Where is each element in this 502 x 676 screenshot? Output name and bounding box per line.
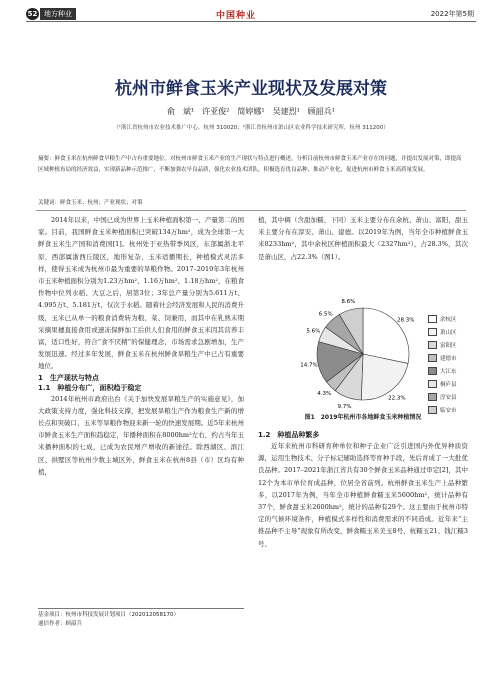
legend-swatch (428, 315, 437, 323)
abstract: 摘要：鲜食玉米在杭州鲜食旱粮生产中占有重要地位。对杭州市鲜食玉米产业的生产现状与特点进行概述，分析目前杭州市鲜食玉米产业存在的问题，并提出发展对策，即提高区域种植布局的经济效益，实现新品种示范推广，不断加强农旱良品质，强化农业技术团队，积极选育优良品种，推动产业化，促进杭州市鲜食玉米高质量发展。 (38, 156, 462, 173)
funding-note: 基金项目：杭州市科技发展计划项目（202012058170） (38, 612, 179, 618)
section-divider (36, 210, 466, 211)
legend-label: 萧山区 (440, 329, 457, 336)
legend-swatch (428, 367, 437, 375)
pie-data-label-6: 6.5% (318, 311, 333, 318)
legend-swatch (428, 380, 437, 388)
section-heading: 1 生产现状与特点 (38, 373, 99, 382)
pie-data-label-4: 14.7% (300, 362, 318, 369)
pie-data-label-3: 4.3% (317, 391, 332, 398)
issue-label: 2022年第5期 (430, 10, 474, 18)
legend-item (428, 377, 457, 390)
legend-item (428, 351, 457, 364)
legend-label: 桐庐县 (440, 381, 457, 388)
page-number: 52 (27, 10, 38, 18)
left-column (38, 214, 244, 478)
legend-swatch (428, 393, 437, 401)
pie-data-label-7: 8.6% (341, 298, 356, 305)
legend-item (428, 325, 457, 338)
legend-label: 富阳区 (440, 342, 457, 349)
legend-item (428, 312, 457, 325)
right-column-bottom (258, 430, 468, 550)
subsection-heading-2: 1.2 种植品种繁多 (258, 431, 320, 439)
chart-legend (428, 312, 457, 416)
legend-label: 大江东 (440, 368, 457, 375)
legend-label: 建德市 (440, 355, 457, 362)
journal-logo: 中国种业 (216, 11, 257, 21)
subsection-heading: 1.1 种植分布广，面积趋于稳定 (38, 383, 142, 392)
legend-swatch (428, 341, 437, 349)
legend-item (428, 390, 457, 403)
subsection-2-paragraph: 近年来杭州市科研育种单位和种子企业广泛引进国内外优异种质资源，运用生物技术、分子标记辅助选择等育种手段，先后育成了一大批优良品种。2017–2021年浙江省共有30个鲜食玉米品种通过审定[2]，其中12个为本市单位育成品种，位居全省前列。杭州鲜食玉米生产上品种繁多，以2017年为例，当年全市种植鲜食糯玉米5600hm²，统计品种有37个，鲜食甜玉米2600hm²，统计的品种有29个。这主要由于杭州市特定的气候环境条件，种植模式多样性和消费需求的不同造成。近年来“主推品种不主导”现象有所改变，鲜食糯玉米美玉8号、杭糯玉21、钱江糯3号、 (258, 442, 468, 548)
footnote (38, 608, 244, 629)
page-header (0, 0, 502, 22)
legend-item (428, 364, 457, 377)
intro-paragraph: 2014年以来，中国已成为世界上玉米种植面积第一、产量第二的国家。目前，我国鲜食玉米种植面积已突破134万hm²，成为全球第一大鲜食玉米生产国和消费国[1]。杭州处于亚热带季风区，东部属浙北平原，西部属浙西丘陵区，地形复杂，玉米适播期长，种植模式灵活多样，使得玉米成为杭州市最为重要的旱粮作物。2017–2019年3年杭州市玉米种植面积分别为1.23万hm²、1.16万hm²、1.18万hm²，在粮食作物中位列水稻、大豆之后，居第3位；3年总产量分别为5.611万t、4.995万t、5.181万t，仅次于水稻。随着社会经济发展和人民的消费升级，玉米已从单一的粮食消费转为粮、菜、饲兼用，而其中在乳熟末期采摘果穗直接食用或速冻保鲜加工后供人们食用的鲜食玉米因其营养丰富，适口性好，符合“食不厌精”的保健理念，市场需求急剧增加，生产发展迅速。经过多年发展，鲜食玉米在杭州鲜食旱粮生产中已占有重要地位。 (38, 216, 244, 371)
corresponding-author: 通信作者：顾韶兵 (38, 621, 83, 627)
figure-caption: 图1 2019年杭州市各地鲜食玉米种植情况 (304, 414, 422, 421)
continuation-paragraph: 植，其中稠（含甜加糯、下同）玉米主要分布在余杭、萧山、富阳，甜玉米主要分布在淳安、萧山、建德。以2019年为例，当年全市种植鲜食玉米8233hm²，其中余杭区种植面积最大（2327hm²），占28.3%，其次是萧山区，占22.3%（图1）。 (258, 216, 468, 261)
pie-data-label-2: 9.7% (337, 403, 352, 410)
legend-label: 淳安县 (440, 394, 457, 401)
legend-swatch (428, 328, 437, 336)
affiliations: （¹浙江省杭州市农业技术推广中心，杭州 310020；²浙江省杭州市萧山区农业科学技术研究所，杭州 311200） (113, 125, 389, 131)
legend-item (428, 338, 457, 351)
legend-label: 余杭区 (440, 316, 457, 323)
author-list: 俞 斌¹ 许亚俊² 简婷娜¹ 吴建烈¹ 顾韶兵¹ (166, 107, 336, 116)
article-title: 杭州市鲜食玉米产业现状及发展对策 (115, 79, 387, 99)
right-column-top (258, 214, 468, 263)
column-label: 地方种业 (40, 8, 76, 20)
pie-data-label-0: 28.3% (396, 317, 415, 324)
subsection-paragraph: 2014年杭州市政府出台《关于加快发展旱粮生产的实施意见》，加大政策支持力度，强化科技支撑，把发展旱粮生产作为粮食生产新的增长点和突破口，玉米等旱粮作物迎来新一轮的快速发展期。近5年来杭州市鲜食玉米生产面积趋稳定，年播种面积在8000hm²左右，约占当年玉米播种面积的七成，已成为农民增产增收的新途径。除西湖区、滨江区、拱墅区等杭州少数主城区外，鲜食玉米在杭州8县（市）区均有种植， (38, 394, 244, 476)
legend-swatch (428, 354, 437, 362)
keywords: 关键词：鲜食玉米；杭州；产业现状；对策 (38, 200, 143, 206)
header-rule (26, 21, 476, 22)
legend-label: 临安市 (440, 407, 457, 414)
pie-data-label-1: 22.3% (388, 395, 406, 402)
pie-data-label-5: 5.6% (306, 328, 321, 335)
